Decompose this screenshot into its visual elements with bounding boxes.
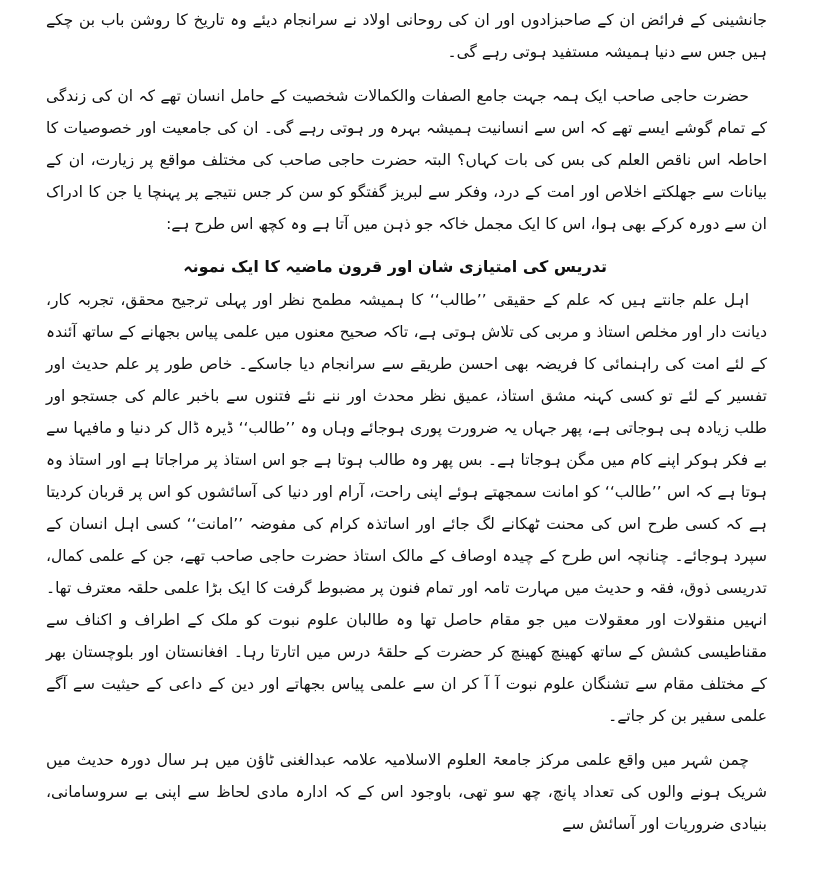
section-heading: تدریس کی امتیازی شان اور قرون ماضیہ کا ایک نمونہ bbox=[183, 257, 607, 276]
paragraph-succession: جانشینی کے فرائض ان کے صاحبزادوں اور ان کی روحانی اولاد نے سرانجام دیئے وہ تاریخ کا روشن باب بن چکے ہیں جس سے دنیا ہمیشہ مستفید ہوتی رہے گی۔ bbox=[46, 11, 767, 61]
paragraph-teaching: اہل علم جانتے ہیں کہ علم کے حقیقی ’’طالب‘‘ کا ہمیشہ مطمح نظر اور پہلی ترجیح محقق، تجربہ کار، دیانت دار اور مخلص استاذ و مربی کی تلاش ہوتی ہے، تاکہ صحیح معنوں میں علمی پیاس بجھانے کے ساتھ آئندہ کے لئے امت کی راہنمائی کا فریضہ بھی احسن طریقے سے سرانجام دیا جاسکے۔ خاص طور پر علم حدیث اور تفسیر کے لئے تو کسی کہنہ مشق استاذ، عمیق نظر محدث اور ننے نئے فتنوں سے باخبر عالم کی جستجو اور طلب زیادہ ہی ہوجاتی ہے، پھر جہاں یہ ضرورت پوری ہوجائے وہاں وہ ’’طالب‘‘ ڈیرہ ڈال کر دنیا و مافیہا سے بے فکر ہوکر اپنے کام میں مگن ہوجاتا ہے۔ بس پھر وہ طالب ہوتا ہے جو اس استاذ پر مراجاتا ہے اور استاذ وہ ہوتا ہے کہ اس ’’طالب‘‘ کو امانت سمجھتے ہوئے اپنی راحت، آرام اور دنیا کی آسائشوں کو اس پر قربان کردیتا ہے کہ کسی طرح اس کی محنت ٹھکانے لگ جائے اور اساتذہ کرام کی مفوضہ ’’امانت‘‘ کسی اہل انسان کے سپرد ہوجائے۔ چنانچہ اس طرح کے چیدہ اوصاف کے مالک استاذ حضرت حاجی صاحب تھے، جن کے علمی کمال، تدریسی ذوق، فقہ و حدیث میں مہارت تامہ اور تمام فنون پر مضبوط گرفت کا ایک بڑا علمی حلقہ معترف تھا۔ انہیں منقولات اور معقولات میں جو مقام حاصل تھا وہ طالبان علوم نبوت کو ملک کے اطراف و اکناف سے مقناطیسی کشش کے ساتھ کھینچ کھینچ کر حضرت کے حلقۂ درس میں اتارتا رہا۔ افغانستان اور بلوچستان بھر کے مختلف مقام سے تشنگان علوم نبوت آ آ کر ان سے علمی پیاس بجھاتے اور دین کے داعی کے حیثیت سے آگے علمی سفیر بن کر جاتے۔ bbox=[46, 291, 767, 725]
paragraph-haji-sahib-personality: حضرت حاجی صاحب ایک ہمہ جہت جامع الصفات والکمالات شخصیت کے حامل انسان تھے کہ ان کی زندگی کے تمام گوشے ایسے تھے کہ اس سے انسانیت ہمیشہ بہرہ ور ہوتی رہے گی۔ ان کی جامعیت اور خصوصیات کا احاطہ اس ناقص العلم کی بس کی بات کہاں؟ البتہ حضرت حاجی صاحب کی مختلف مواقع پر زیارت، ان کے بیانات سے جھلکتے اخلاص اور امت کے درد، وفکر سے لبریز گفتگو کو سن کر جس نتیجے پر پہنچا یا جن کا ادراک ان سے دورہ کرکے بھی ہوا، اس کا ایک مجمل خاکہ جو ذہن میں آتا ہے وہ کچھ اس طرح ہے: bbox=[46, 87, 767, 233]
paragraph-chaman-madrasa: چمن شہر میں واقع علمی مرکز جامعۃ العلوم الاسلامیہ علامہ عبدالغنی ٹاؤن میں ہر سال دورہ حدیث میں شریک ہونے والوں کی تعداد پانچ، چھ سو تھی، باوجود اس کے کہ ادارہ مادی لحاظ سے اپنی بے سروسامانی، بنیادی ضروریات اور آسائش سے bbox=[46, 751, 767, 833]
